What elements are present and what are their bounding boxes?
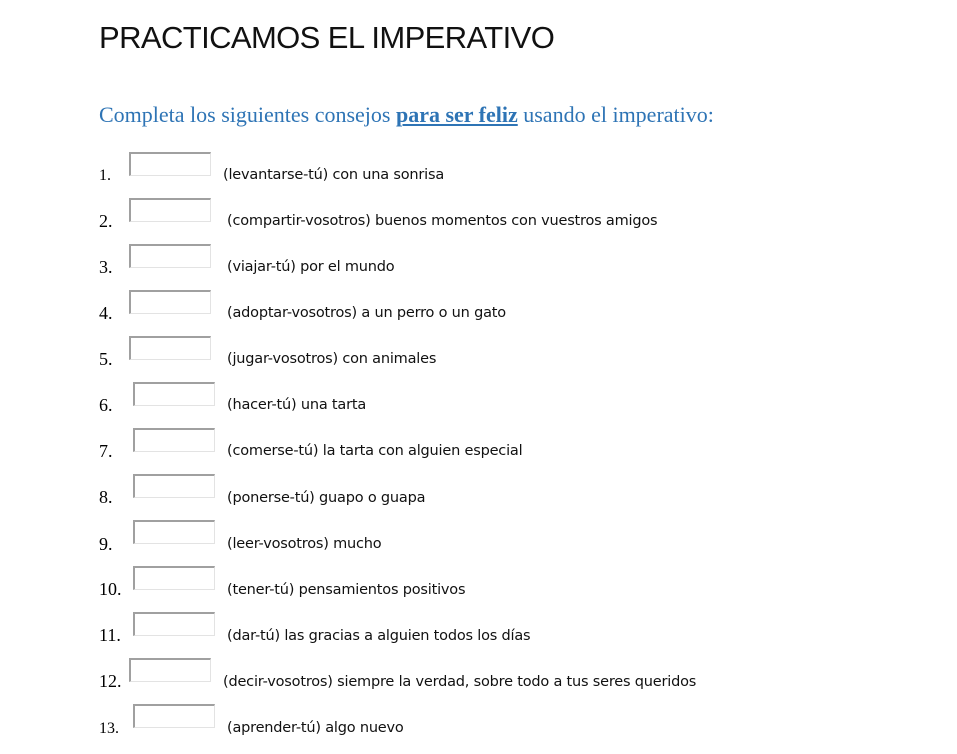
answer-input[interactable]	[129, 658, 211, 682]
item-number: 6.	[99, 395, 113, 415]
item-number: 9.	[99, 534, 113, 554]
item-prompt: (viajar-tú) por el mundo	[227, 259, 395, 275]
item-prompt: (jugar-vosotros) con animales	[227, 351, 437, 367]
item-prompt: (aprender-tú) algo nuevo	[227, 720, 404, 736]
item-number: 1.	[99, 167, 111, 184]
item-prompt: (levantarse-tú) con una sonrisa	[223, 167, 445, 183]
exercise-item	[0, 610, 957, 645]
item-prompt: (tener-tú) pensamientos positivos	[227, 582, 466, 598]
item-prompt: (compartir-vosotros) buenos momentos con vuestros amigos	[227, 213, 658, 229]
answer-input[interactable]	[129, 336, 211, 360]
exercise-item	[0, 196, 957, 231]
answer-input[interactable]	[133, 474, 215, 498]
item-prompt: (ponerse-tú) guapo o guapa	[227, 490, 426, 506]
answer-input[interactable]	[129, 198, 211, 222]
exercise-item	[0, 150, 957, 184]
item-number: 10.	[99, 579, 122, 599]
page-title: PRACTICAMOS EL IMPERATIVO	[99, 20, 555, 55]
exercise-item	[0, 242, 957, 277]
exercise-item	[0, 380, 957, 415]
instruction-emphasis: para ser feliz	[395, 102, 518, 127]
item-number: 2.	[99, 211, 113, 231]
answer-input[interactable]	[133, 566, 215, 590]
item-prompt: (adoptar-vosotros) a un perro o un gato	[227, 305, 506, 321]
exercise-item	[0, 564, 957, 599]
item-prompt: (decir-vosotros) siempre la verdad, sobre todo a tus seres queridos	[223, 674, 697, 690]
answer-input[interactable]	[133, 612, 215, 636]
item-prompt: (dar-tú) las gracias a alguien todos los días	[227, 628, 531, 644]
instruction-text	[99, 102, 714, 128]
item-number: 3.	[99, 257, 113, 277]
item-prompt: (comerse-tú) la tarta con alguien especial	[227, 443, 523, 459]
exercise-item	[0, 656, 957, 691]
exercise-item	[0, 334, 957, 369]
item-number: 5.	[99, 349, 113, 369]
item-number: 12.	[99, 671, 122, 691]
exercise-item	[0, 518, 957, 554]
exercise-item	[0, 472, 957, 507]
answer-input[interactable]	[133, 520, 215, 544]
item-number: 8.	[99, 487, 113, 507]
item-number: 7.	[99, 441, 113, 461]
answer-input[interactable]	[133, 428, 215, 452]
answer-input[interactable]	[133, 704, 215, 728]
exercise-item	[0, 702, 957, 737]
instruction-after: usando el imperativo:	[517, 102, 714, 127]
exercise-item	[0, 426, 957, 461]
item-number: 11.	[99, 625, 121, 645]
item-prompt: (leer-vosotros) mucho	[227, 536, 382, 552]
answer-input[interactable]	[129, 290, 211, 314]
item-number: 4.	[99, 303, 113, 323]
item-prompt: (hacer-tú) una tarta	[227, 397, 367, 413]
instruction-before: Completa los siguientes consejos	[99, 102, 396, 127]
item-number: 13.	[99, 720, 119, 737]
answer-input[interactable]	[133, 382, 215, 406]
answer-input[interactable]	[129, 152, 211, 176]
answer-input[interactable]	[129, 244, 211, 268]
exercise-item	[0, 288, 957, 323]
